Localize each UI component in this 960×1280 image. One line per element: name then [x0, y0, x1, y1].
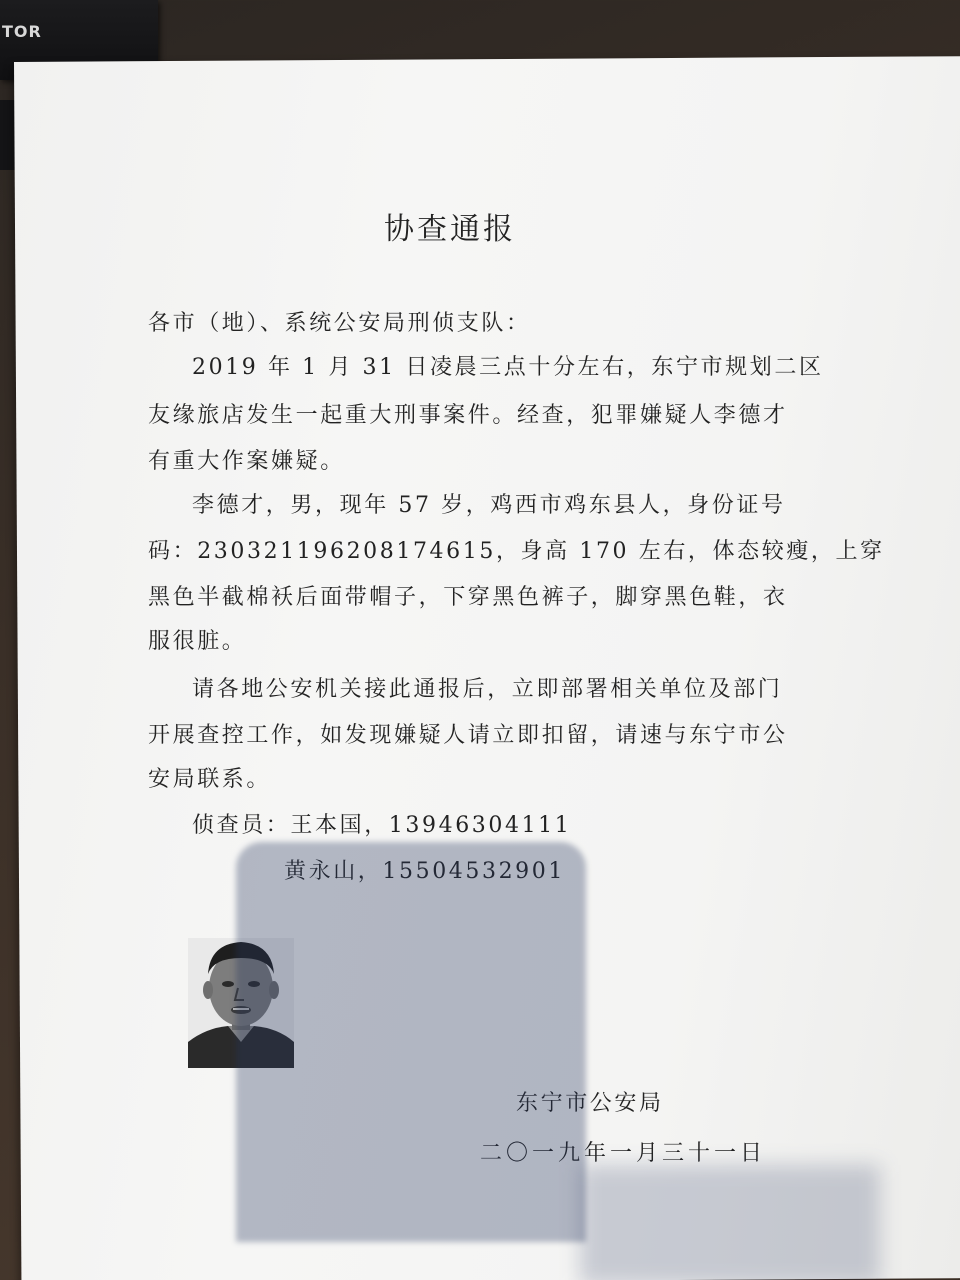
investigator-line-2: 黄永山，15504532901	[284, 859, 565, 884]
paragraph-1-line-1: 2019 年 1 月 31 日凌晨三点十分左右，东宁市规划二区	[192, 355, 824, 380]
paragraph-2-line-3: 黑色半截棉袄后面带帽子，下穿黑色裤子，脚穿黑色鞋，衣	[148, 585, 788, 610]
paragraph-2-line-4: 服很脏。	[148, 629, 247, 654]
paragraph-3-line-2: 开展查控工作，如发现嫌疑人请立即扣留，请速与东宁市公	[148, 723, 788, 748]
phone-shadow-tail	[580, 1165, 880, 1280]
notice-title: 协查通报	[384, 212, 516, 247]
paragraph-1-line-2: 友缘旅店发生一起重大刑事案件。经查，犯罪嫌疑人李德才	[148, 403, 788, 428]
paragraph-2-line-1: 李德才，男，现年 57 岁，鸡西市鸡东县人，身份证号	[192, 493, 786, 518]
paragraph-3-line-1: 请各地公安机关接此通报后，立即部署相关单位及部门	[192, 677, 783, 702]
issue-date: 二〇一九年一月三十一日	[480, 1141, 767, 1166]
salutation: 各市（地）、系统公安局刑侦支队：	[148, 311, 531, 336]
device-label: TOR	[2, 22, 42, 41]
investigator-line-1: 侦查员：王本国，13946304111	[192, 813, 572, 838]
paragraph-2-line-2: 码：230321196208174615，身高 170 左右，体态较瘦，上穿	[148, 539, 885, 564]
paragraph-3-line-3: 安局联系。	[148, 767, 272, 792]
issuer: 东宁市公安局	[516, 1091, 664, 1116]
paragraph-1-line-3: 有重大作案嫌疑。	[148, 449, 345, 474]
phone-shadow	[236, 842, 586, 1242]
